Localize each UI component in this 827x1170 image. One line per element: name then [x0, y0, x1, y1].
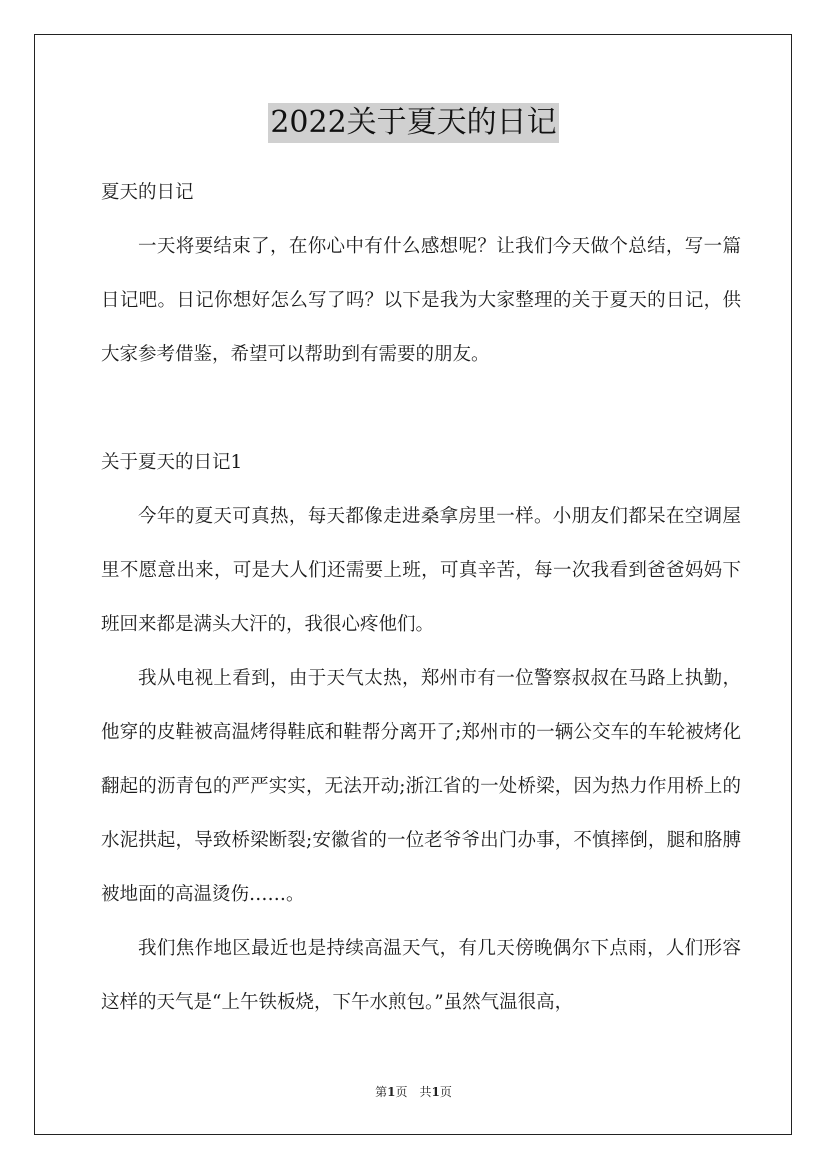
section1-paragraph: 我从电视上看到，由于天气太热，郑州市有一位警察叔叔在马路上执勤，他穿的皮鞋被高温烤得鞋底和鞋帮分离开了;郑州市的一辆公交车的车轮被烤化翻起的沥青包的严严实实，无法开动;浙江省的一处桥梁，因为热力作用桥上的水泥拱起，导致桥梁断裂;安徽省的一位老爷爷出门办事，不慎摔倒，腿和胳膊被地面的高温烫伤……。 [101, 668, 741, 905]
footer-page-mid: 页 共 [395, 1085, 432, 1099]
section-spacer [101, 382, 741, 436]
section1-paragraph: 我们焦作地区最近也是持续高温天气，有几天傍晚偶尔下点雨，人们形容这样的天气是“上午铁板烧，下午水煎包。”虽然气温很高， [101, 938, 741, 1013]
footer-page-prefix: 第 [375, 1085, 388, 1099]
document-title-text: 2022关于夏天的日记 [268, 103, 558, 143]
intro-heading: 夏天的日记 [101, 182, 194, 203]
intro-paragraph: 一天将要结束了，在你心中有什么感想呢？让我们今天做个总结，写一篇日记吧。日记你想好怎么写了吗？以下是我为大家整理的关于夏天的日记，供大家参考借鉴，希望可以帮助到有需要的朋友。 [101, 236, 741, 365]
document-body [101, 166, 741, 1030]
document-title [0, 103, 827, 147]
section1-paragraph: 今年的夏天可真热，每天都像走进桑拿房里一样。小朋友们都呆在空调屋里不愿意出来，可是大人们还需要上班，可真辛苦，每一次我看到爸爸妈妈下班回来都是满头大汗的，我很心疼他们。 [101, 506, 741, 635]
footer-total-pages: 1 [431, 1085, 440, 1099]
footer-page-suffix: 页 [439, 1085, 452, 1099]
page-footer [0, 1083, 827, 1100]
section1-heading: 关于夏天的日记1 [101, 452, 243, 473]
footer-page-number: 1 [387, 1085, 396, 1099]
